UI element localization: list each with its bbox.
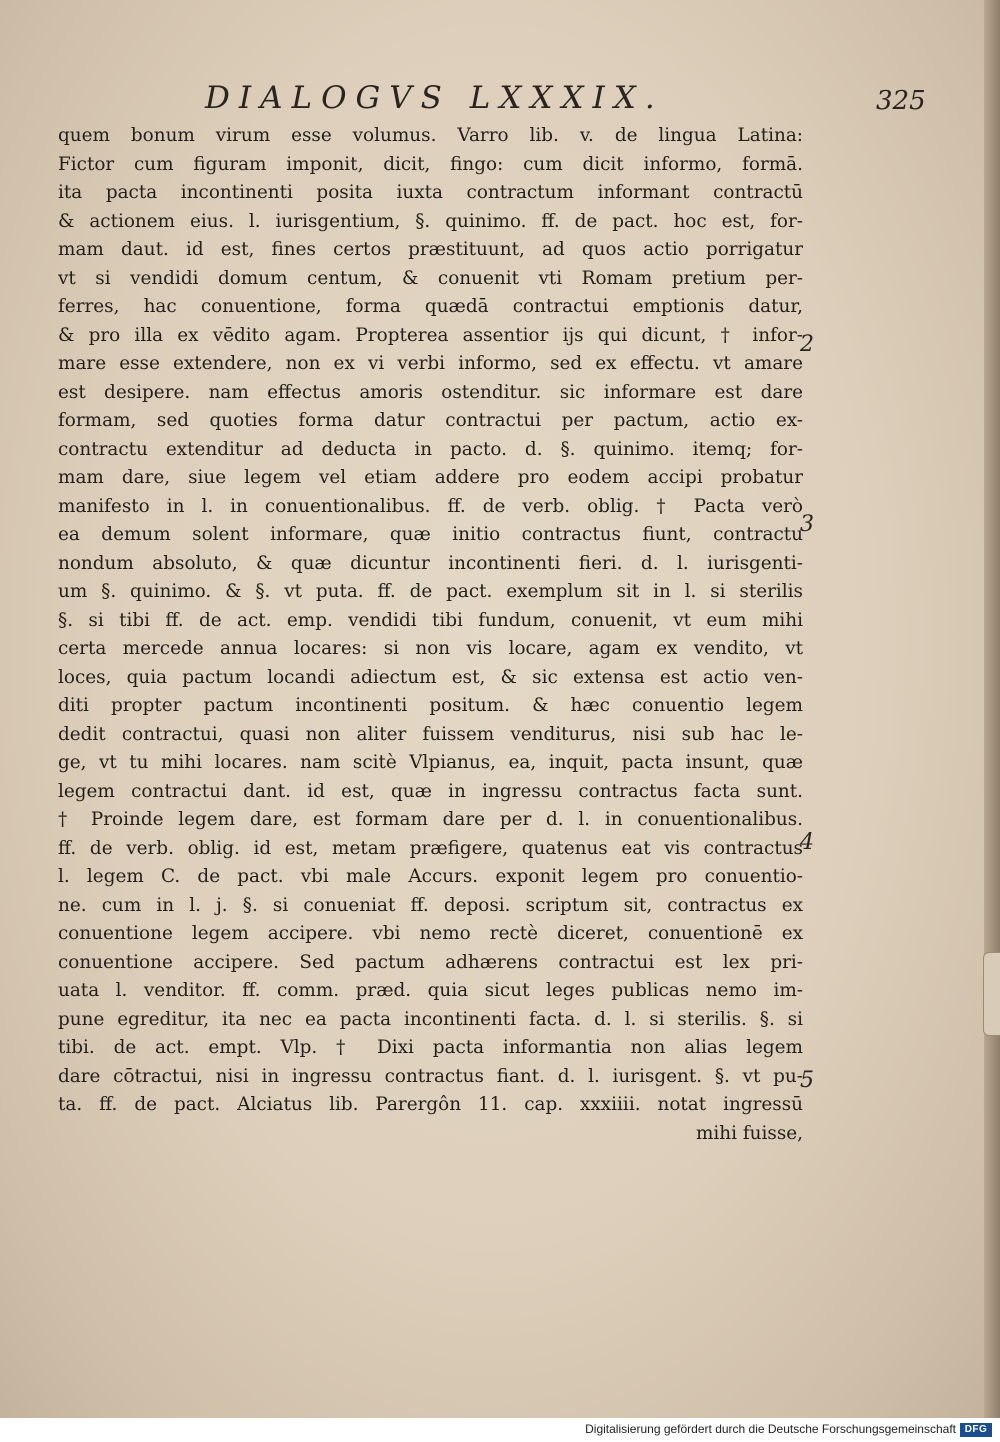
text-line: ff. de verb. oblig. id est, metam præfigere, quatenus eat vis contractus bbox=[58, 837, 803, 859]
marginal-number: 3 bbox=[800, 512, 814, 537]
text-line: & pro illa ex vēdito agam. Propterea assentior ijs qui dicunt, † infor- bbox=[58, 324, 803, 346]
page-number: 325 bbox=[876, 86, 926, 116]
text-line: manifesto in l. in conuentionalibus. ff. de verb. oblig. † Pacta verò bbox=[58, 495, 803, 517]
marginal-number: 4 bbox=[800, 830, 814, 855]
text-line: tibi. de act. empt. Vlp. † Dixi pacta informantia non alias legem bbox=[58, 1037, 803, 1058]
running-head: DIALOGVS LXXXIX. bbox=[205, 80, 664, 116]
text-line: legem contractui dant. id est, quæ in ingressu contractus facta sunt. bbox=[58, 780, 803, 802]
text-line: ferres, hac conuentione, forma quædā contractui emptionis datur, bbox=[58, 296, 803, 317]
marginal-number: 5 bbox=[800, 1068, 814, 1093]
page-tab bbox=[983, 952, 1000, 1036]
text-line: & actionem eius. l. iurisgentium, §. quinimo. ff. de pact. hoc est, for- bbox=[58, 210, 803, 232]
text-line: l. legem C. de pact. vbi male Accurs. exponit legem pro conuentio- bbox=[58, 866, 803, 887]
text-line: ne. cum in l. j. §. si conueniat ff. deposi. scriptum sit, contractus ex bbox=[58, 894, 803, 916]
text-line: conuentione legem accipere. vbi nemo rectè diceret, conuentionē ex bbox=[58, 923, 803, 944]
text-line: uata l. venditor. ff. comm. præd. quia sicut leges publicas nemo im- bbox=[58, 980, 803, 1001]
text-line: loces, quia pactum locandi adiectum est, & sic extensa est actio ven- bbox=[58, 666, 803, 688]
text-line: Fictor cum figuram imponit, dicit, fingo: cum dicit informo, formā. bbox=[58, 153, 803, 175]
text-line: contractu extenditur ad deducta in pacto. d. §. quinimo. itemq; for- bbox=[58, 438, 803, 460]
text-line: vt si vendidi domum centum, & conuenit vti Romam pretium per- bbox=[58, 267, 803, 289]
digitization-credit: Digitalisierung gefördert durch die Deutsche Forschungsgemeinschaft bbox=[585, 1422, 956, 1436]
dfg-logo-icon: DFG bbox=[960, 1423, 992, 1437]
text-line: um §. quinimo. & §. vt puta. ff. de pact. exemplum sit in l. si sterilis bbox=[58, 581, 803, 602]
text-line: diti propter pactum incontinenti positum. & hæc conuentio legem bbox=[58, 695, 803, 716]
text-line: mare esse extendere, non ex vi verbi informo, sed ex effectu. vt amare bbox=[58, 353, 803, 374]
text-line: pune egreditur, ita nec ea pacta incontinenti facta. d. l. si sterilis. §. si bbox=[58, 1008, 803, 1030]
text-line: ge, vt tu mihi locares. nam scitè Vlpianus, ea, inquit, pacta insunt, quæ bbox=[58, 752, 803, 773]
marginal-number: 2 bbox=[800, 332, 814, 357]
digitization-footer bbox=[0, 1418, 1000, 1442]
catchword-line: mihi fuisse, bbox=[695, 1122, 803, 1144]
text-line: quem bonum virum esse volumus. Varro lib. v. de lingua Latina: bbox=[58, 125, 803, 146]
text-line: ita pacta incontinenti posita iuxta contractum informant contractū bbox=[58, 182, 803, 203]
text-line: dedit contractui, quasi non aliter fuissem venditurus, nisi sub hac le- bbox=[58, 723, 803, 745]
text-line: mam dare, siue legem vel etiam addere pro eodem accipi probatur bbox=[58, 467, 803, 488]
text-line: ea demum solent informare, quæ initio contractus fiunt, contractu bbox=[58, 524, 803, 545]
text-line: conuentione accipere. Sed pactum adhærens contractui est lex pri- bbox=[58, 951, 803, 973]
text-line: est desipere. nam effectus amoris ostenditur. sic informare est dare bbox=[58, 381, 803, 403]
text-line: nondum absoluto, & quæ dicuntur incontinenti fieri. d. l. iurisgenti- bbox=[58, 552, 803, 574]
text-line: formam, sed quoties forma datur contractui per pactum, actio ex- bbox=[58, 410, 803, 431]
body-text bbox=[58, 122, 803, 1148]
page-edge-shadow bbox=[984, 0, 1000, 1418]
text-line: §. si tibi ff. de act. emp. vendidi tibi fundum, conuenit, vt eum mihi bbox=[58, 609, 803, 631]
text-line: † Proinde legem dare, est formam dare per d. l. in conuentionalibus. bbox=[58, 809, 803, 830]
text-line: ta. ff. de pact. Alciatus lib. Parergôn 11. cap. xxxiiii. notat ingressū bbox=[58, 1094, 803, 1115]
text-line: mam daut. id est, fines certos præstituunt, ad quos actio porrigatur bbox=[58, 239, 803, 260]
text-line: dare cōtractui, nisi in ingressu contractus fiant. d. l. iurisgent. §. vt pu- bbox=[58, 1065, 803, 1087]
text-line: certa mercede annua locares: si non vis locare, agam ex vendito, vt bbox=[58, 638, 803, 659]
